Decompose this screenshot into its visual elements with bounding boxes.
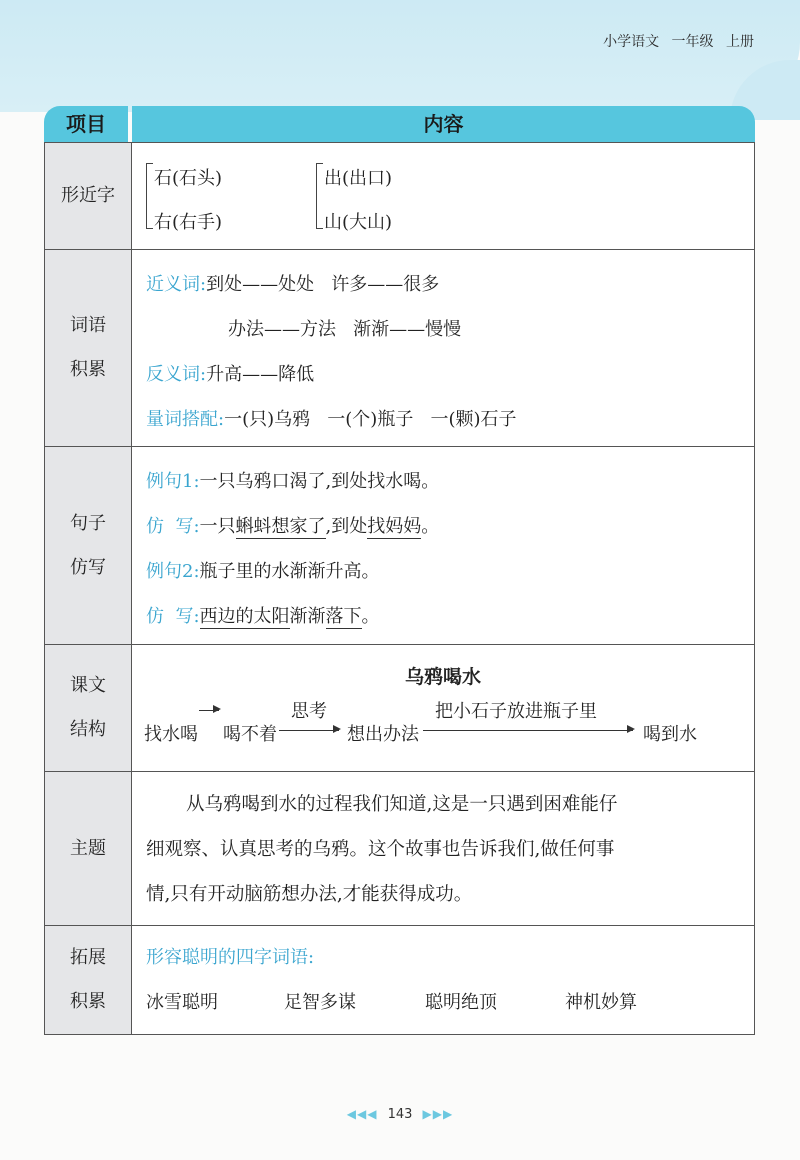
row-theme [45, 771, 754, 925]
label-text: 主题 [70, 837, 106, 859]
underlined-text: 西边的太阳 [199, 606, 290, 627]
flow-step: 喝到水 [643, 724, 697, 745]
right-arrows-icon: ▶▶▶ [422, 1107, 454, 1121]
row-label [45, 926, 132, 1034]
row-label [45, 645, 132, 771]
label-text: 课文 [70, 675, 106, 696]
theme-line: 情,只有开动脑筋想办法,才能获得成功。 [146, 884, 473, 905]
example-sentence-1 [146, 459, 740, 504]
synonym-tag: 近义词: [146, 274, 207, 295]
label-text: 形近字 [61, 185, 115, 206]
page-footer [0, 1107, 800, 1122]
row-extension [45, 925, 754, 1034]
row-content [132, 772, 754, 925]
synonym-line [146, 262, 740, 307]
label-text: 仿写 [70, 556, 106, 578]
char-word: 右(右手) [154, 212, 223, 233]
example-tag: 例句2: [146, 561, 200, 582]
char-word: 石(石头) [154, 168, 223, 189]
label-text: 句子 [70, 512, 106, 534]
left-arrows-icon: ◀◀◀ [346, 1107, 378, 1121]
label-text: 词语 [70, 315, 106, 336]
page-number: 143 [387, 1107, 413, 1122]
summary-table [44, 106, 755, 1035]
text: 。 [361, 606, 380, 627]
row-content [132, 143, 754, 249]
imitation-sentence-1 [146, 504, 740, 549]
antonym-tag: 反义词: [146, 364, 207, 385]
table-header [44, 106, 755, 142]
top-banner [0, 0, 800, 112]
underlined-text: 落下 [325, 606, 362, 627]
measure-word-line [146, 397, 740, 442]
row-text-structure [45, 644, 754, 771]
row-similar-characters [45, 142, 754, 249]
structure-title: 乌鸦喝水 [404, 666, 481, 688]
row-content [132, 250, 754, 446]
header-item: 项目 [44, 106, 128, 142]
arrow-icon [279, 730, 339, 731]
imitation-tag: 仿 写: [146, 606, 200, 627]
underlined-text: 找妈妈 [367, 516, 422, 537]
row-sentence-imitation [45, 446, 754, 644]
measure-tag: 量词搭配: [146, 409, 225, 430]
antonym-line [146, 352, 740, 397]
measure-text: 一(只)乌鸦 一(个)瓶子 一(颗)石子 [224, 409, 517, 430]
flow-step: 喝不着 [223, 724, 277, 745]
synonym-text: 办法——方法 渐渐——慢慢 [228, 319, 462, 340]
table-body [44, 142, 755, 1035]
header-content: 内容 [132, 106, 755, 142]
idiom: 足智多谋 [284, 992, 356, 1013]
label-text: 积累 [70, 359, 106, 380]
text: 渐渐 [289, 606, 326, 627]
flow-step: 找水喝 [144, 724, 198, 745]
idiom: 聪明绝顶 [425, 992, 497, 1013]
label-text: 拓展 [70, 947, 106, 968]
book-series-label: 小学语文 一年级 上册 [603, 34, 754, 50]
synonym-line [146, 307, 740, 352]
imitation-sentence-2 [146, 594, 740, 639]
imitation-tag: 仿 写: [146, 516, 200, 537]
row-vocabulary [45, 249, 754, 446]
example-tag: 例句1: [146, 471, 200, 492]
row-content [132, 645, 754, 771]
arrow-icon [423, 730, 633, 731]
underlined-text: 蝌蚪想家了 [235, 516, 326, 537]
example-sentence-2 [146, 549, 740, 594]
char-word: 出(出口) [324, 168, 393, 189]
theme-line: 细观察、认真思考的乌鸦。这个故事也告诉我们,做任何事 [146, 839, 615, 860]
extension-tag: 形容聪明的四字词语: [146, 947, 315, 968]
row-label [45, 250, 132, 446]
arrow-caption: 把小石子放进瓶子里 [435, 701, 597, 722]
row-label [45, 143, 132, 249]
idiom: 冰雪聪明 [146, 992, 218, 1013]
row-content [132, 447, 754, 644]
arrow-icon [199, 710, 219, 711]
char-word: 山(大山) [324, 212, 393, 233]
label-text: 结构 [70, 719, 106, 740]
antonym-text: 升高——降低 [206, 364, 315, 385]
synonym-text: 到处——处处 许多——很多 [206, 274, 440, 295]
row-label [45, 772, 132, 925]
flow-step: 想出办法 [347, 724, 419, 745]
example-text: 瓶子里的水渐渐升高。 [199, 561, 380, 582]
brace-icon [316, 163, 323, 229]
text: 一只 [199, 516, 236, 537]
text: ,到处 [325, 516, 368, 537]
text: 。 [421, 516, 440, 537]
theme-line: 从乌鸦喝到水的过程我们知道,这是一只遇到困难能仔 [186, 794, 618, 815]
char-pair-2 [316, 157, 392, 245]
word-list [146, 980, 740, 1025]
idiom: 神机妙算 [565, 992, 637, 1013]
brace-icon [146, 163, 153, 229]
example-text: 一只乌鸦口渴了,到处找水喝。 [199, 471, 440, 492]
arrow-caption: 思考 [291, 701, 327, 722]
structure-flow [144, 697, 697, 745]
row-content [132, 926, 754, 1034]
label-text: 积累 [70, 991, 106, 1012]
row-label [45, 447, 132, 644]
char-pair-1 [146, 157, 222, 245]
